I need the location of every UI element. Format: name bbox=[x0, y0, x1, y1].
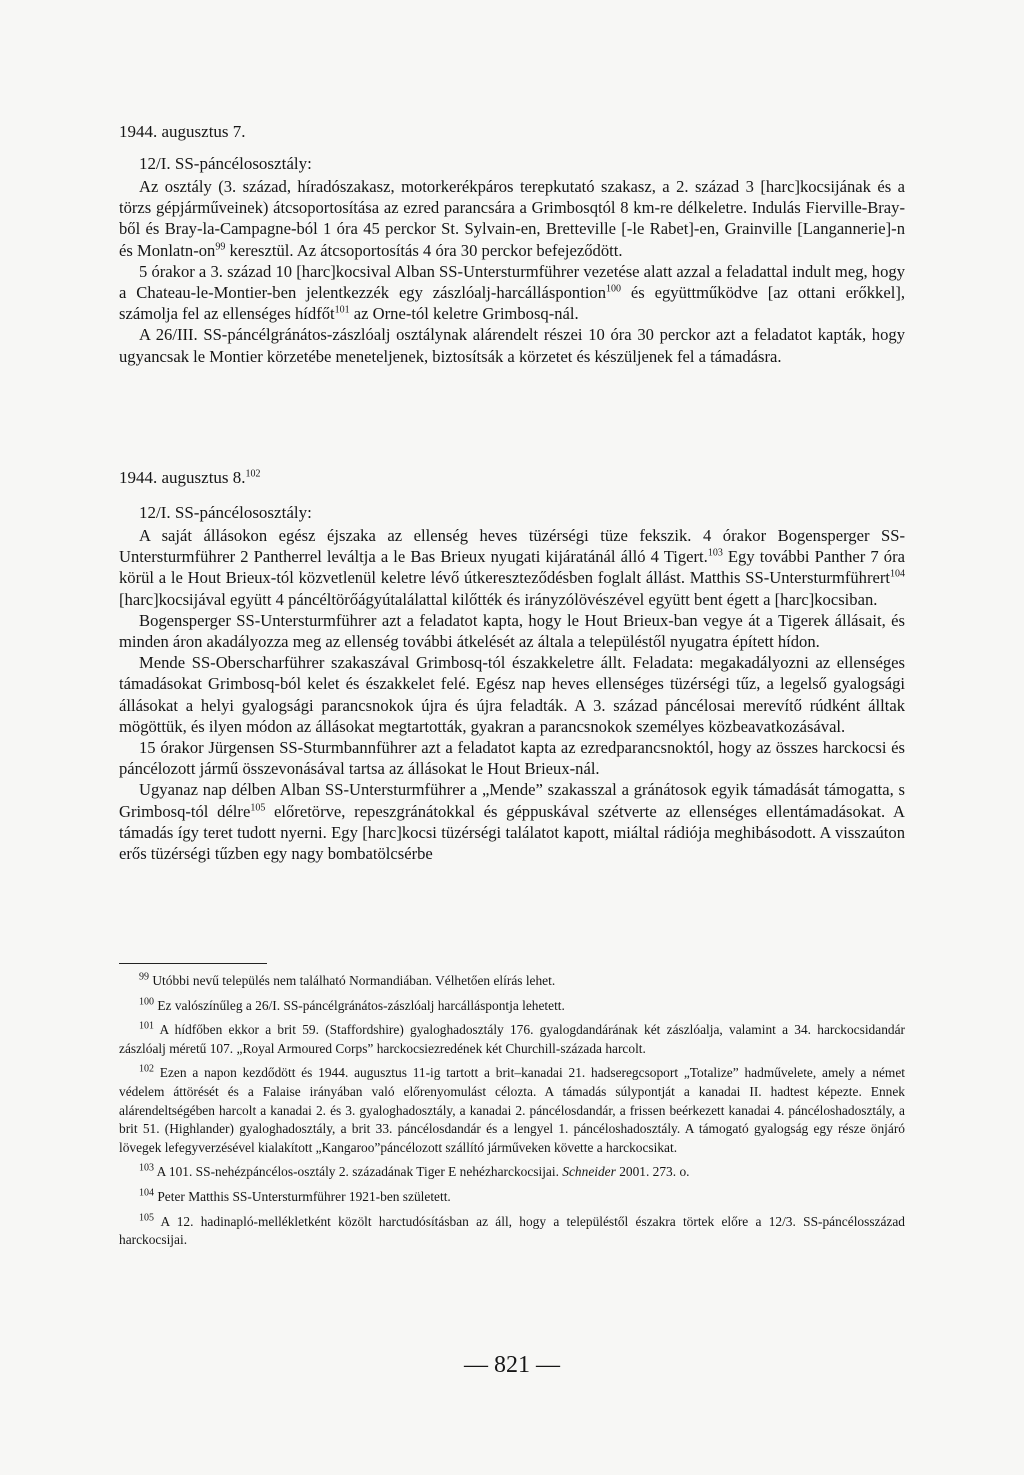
entry-unit: 12/I. SS-páncélososztály: bbox=[139, 503, 312, 522]
footnote: $^{105}$ A 12. hadinapló-mellékletként közölt harctudósításban az áll, hogy a településtől északra törtek előre a 12/3. SS-páncélosszázad harckocsijai. bbox=[119, 1212, 905, 1248]
footnote-number: 101 bbox=[139, 1020, 154, 1032]
footnote-number: 105 bbox=[139, 1212, 154, 1224]
paragraph: A saját állásokon egész éjszaka az ellenség heves tüzérségi tüze fekszik. 4 órakor Bogensperger SS-Untersturmführer 2 Pantherrel leváltja a le Bas Brieux nyugati kijáratánál álló 4 Tigert.$^{103}$ Egy további Panther 7 óra körül a le Hout Brieux-tól közvetlenül keletre lévő útkereszteződésben foglalt állást. Matthis SS-Untersturmführert$^{104}$ [harc]kocsijával együtt 4 páncéltörőágyútalálattal kilőtték és irányzólövészével együtt bent égett a [harc]kocsiban. bbox=[119, 526, 905, 609]
paragraph: Mende SS-Oberscharführer szakaszával Grimbosq-tól északkeletre állt. Feladata: megakadályozni az ellenséges támadásokat Grimbosq-ból kelet és északkelet felé. Egész nap heves ellenséges tüzérségi tűz, a legelső gyalogsági állásokat a helyi gyalogsági parancsnokok újra és újra feladták. A 3. század páncélosai merevítő rúdként álltak mögöttük, és ilyen módon az állásokat megtartották, gyakran a parancsnokok személyes közbeavatkozásával. bbox=[119, 653, 905, 736]
footnote-number: 104 bbox=[139, 1187, 154, 1199]
paragraph: Az osztály (3. század, híradószakasz, motorkerékpáros terepkutató szakasz, a 2. század 3 [harc]kocsijának és a törzs gépjárműveinek) átcsoportosítása az ezred parancsára a Grimbosqtól 8 km-re délkeletre. Indulás Fierville-Bray-ből és Bray-la-Campagne-ból 1 óra 45 perckor St. Sylvain-en, Bretteville [-le Rabet]-en, Grainville [Langannerie]-n és Monlatn-$on^{99}$ keresztül. Az átcsoportosítás 4 óra 30 perckor befejeződött. bbox=[119, 177, 905, 260]
footnotes bbox=[119, 972, 905, 1256]
footnote-separator bbox=[119, 963, 267, 964]
footnote-ref: 103 bbox=[707, 547, 723, 559]
footnote-number: 99 bbox=[139, 971, 149, 983]
footnote: $^{102}$ Ezen a napon kezdődött és 1944. augusztus 11-ig tartott a brit–kanadai 21. hadseregcsoport „Totalize” hadművelete, amely a német védelem áttörését és a Falaise irányában való előrenyomulást célozta. A támadás súlypontját a kanadai II. hadtest képezte. Ennek alárendeltségében harcolt a kanadai 2. és 3. gyaloghadosztály, a kanadai 2. páncélosdandár, a frissen beérkezett kanadai 4. páncéloshadosztály, a brit 51. (Highlander) gyaloghadosztály, a brit 33. páncélosdandár és a lengyel 1. páncéloshadosztály. A támogató gyalogság egy része önjáró lövegek lefegyverzésével kialakított „Kangaroo”páncélozott szállító járműveken követte a harckocsikat. bbox=[119, 1063, 905, 1155]
footnote: $^{100}$ Ez valószínűleg a 26/I. SS-páncélgránátos-zászlóalj harcálláspontja lehetett. bbox=[139, 996, 565, 1013]
footnote: $^{104}$ Peter Matthis SS-Untersturmführer 1921-ben született. bbox=[139, 1187, 451, 1204]
page-number: — 821 — bbox=[464, 1352, 560, 1378]
entry-unit: 12/I. SS-páncélososztály: bbox=[139, 154, 312, 173]
paragraph: Ugyanaz nap délben Alban SS-Untersturmführer a „Mende” szakasszal a gránátosok egyik támadását támogatta, s Grimbosq-tól délre$^{105}$ előretörve, repeszgránátokkal és géppuskával szétverte az ellenséges ellentámadásokat. A támadás így teret tudott nyerni. Egy [harc]kocsi tüzérségi találatot kapott, miáltal rádiója meghibásodott. A visszaúton erős tüzérségi tűzben egy nagy bombatölcsérbe bbox=[119, 780, 905, 864]
footnote-ref: 101 bbox=[334, 304, 350, 316]
entry-date: 1944. augusztus 7. bbox=[119, 122, 246, 141]
paragraph: 5 órakor a 3. század 10 [harc]kocsival Alban SS-Untersturmführer vezetése alatt azzal a feladattal indult meg, hogy a Chateau-le-Montier-ben jelentkezzék egy zászlóalj-harcálláspontion$^{100}$ és együttműködve [az ottani erőkkel], számolja fel az ellenséges hídfőt$^{101}$ az Orne-tól keletre Grimbosq-nál. bbox=[119, 261, 905, 324]
italic-author: Schneider bbox=[562, 1164, 616, 1180]
footnote-ref: 104 bbox=[890, 568, 905, 580]
footnote-number: 102 bbox=[139, 1063, 154, 1075]
entry-body bbox=[119, 176, 905, 367]
paragraph: 15 órakor Jürgensen SS-Sturmbannführer azt a feladatot kapta az ezredparancsnoktól, hogy az összes harckocsi és páncélozott jármű összevonásával tartsa az állásokat le Hout Brieux-nál. bbox=[119, 738, 905, 779]
footnote-number: 103 bbox=[139, 1162, 154, 1174]
footnote: $^{103}$ A 101. SS-nehézpáncélos-osztály 2. századának Tiger E nehézharckocsijai. Schneider 2001. 273. o. bbox=[139, 1162, 690, 1180]
paragraph: Bogensperger SS-Untersturmführer azt a feladatot kapta, hogy le Hout Brieux-ban vegye át a Tigerek állásait, és minden áron akadályozza meg az ellenség további átkelését az általa a településtől nyugatra épített hídon. bbox=[119, 610, 905, 652]
footnote-ref: 100 bbox=[606, 283, 622, 295]
entry-body bbox=[119, 525, 905, 864]
footnote-ref: 102 bbox=[245, 468, 261, 480]
paragraph: A 26/III. SS-páncélgránátos-zászlóalj osztálynak alárendelt részei 10 óra 30 perckor azt a feladatot kapták, hogy ugyancsak le Montier körzetébe meneteljenek, biztosítsák a körzetet és készüljenek fel a támadásra. bbox=[119, 325, 905, 366]
footnote-number: 100 bbox=[139, 996, 154, 1008]
entry-date: 1944. augusztus 8.$^{102}$ bbox=[119, 468, 261, 487]
footnote: $^{99}$ Utóbbi nevű település nem található Normandiában. Vélhetően elírás lehet. bbox=[139, 971, 556, 988]
footnote-ref: 99 bbox=[215, 241, 226, 253]
footnote: $^{101}$ A hídfőben ekkor a brit 59. (Staffordshire) gyaloghadosztály 176. gyalogdandárának két zászlóalja, valamint a 34. harckocsidandár zászlóalj méretű 107. „Royal Armoured Corps” harckocsiezredének két Churchill-százada harcolt. bbox=[119, 1020, 905, 1056]
footnote-ref: 105 bbox=[250, 802, 266, 814]
